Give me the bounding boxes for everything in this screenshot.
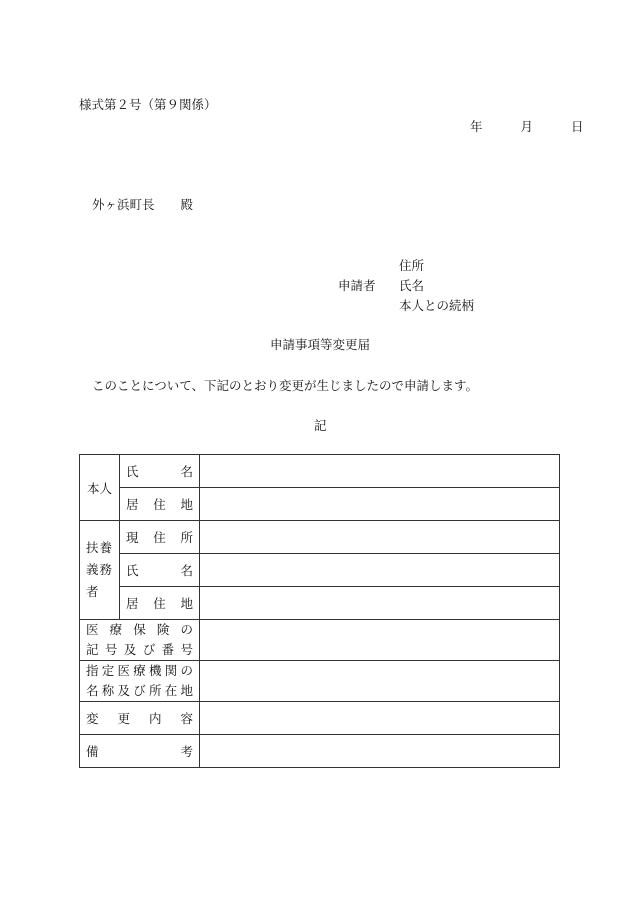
applicant-name-field: 氏名 [399,278,425,293]
supporter-name-input[interactable] [200,554,560,587]
year-label: 年 [470,119,483,134]
institution-label-line-1: 指定医療機関の [86,663,193,678]
supporter-group-line-1: 扶養 [86,540,112,555]
body-text: このことについて、下記のとおり変更が生じましたので申請します。 [92,378,479,393]
document-title: 申請事項等変更届 [270,337,371,352]
supporter-residence-label: 居 住 地 [120,587,200,620]
ki-heading: 記 [314,418,327,433]
supporter-name-label: 氏 名 [120,554,200,587]
remarks-input[interactable] [200,735,560,768]
form-number: 様式第２号（第９関係） [79,97,217,112]
remarks-label: 備 考 [80,735,200,768]
supporter-address-label: 現 住 所 [120,521,200,554]
principal-name-input[interactable] [200,455,560,488]
change-input[interactable] [200,702,560,735]
principal-name-label: 氏 名 [120,455,200,488]
insurance-label-line-1: 医療保険の [86,622,193,637]
supporter-address-input[interactable] [200,521,560,554]
month-label: 月 [520,119,533,134]
addressee [92,197,193,212]
addressee-honorific: 殿 [180,197,194,212]
insurance-input[interactable] [200,620,560,661]
insurance-label-line-2: 記号及び番号 [86,642,193,657]
principal-residence-label: 居 住 地 [120,488,200,521]
principal-group-label: 本人 [80,455,120,521]
day-label: 日 [570,119,584,134]
supporter-group-line-2: 義務 [86,562,112,577]
form-table [79,454,560,768]
supporter-group-line-3: 者 [86,584,99,599]
applicant-label: 申請者 [338,278,376,293]
institution-label-line-2: 名称及び所在地 [86,683,193,698]
institution-input[interactable] [200,661,560,702]
insurance-label [80,620,200,661]
applicant-address-field: 住所 [399,258,425,273]
applicant-relationship-field: 本人との続柄 [399,298,475,313]
date-line [470,119,583,134]
change-label: 変更内容 [80,702,200,735]
principal-residence-input[interactable] [200,488,560,521]
addressee-name: 外ヶ浜町長 [92,197,155,212]
institution-label [80,661,200,702]
supporter-residence-input[interactable] [200,587,560,620]
supporter-group-label [80,521,120,620]
